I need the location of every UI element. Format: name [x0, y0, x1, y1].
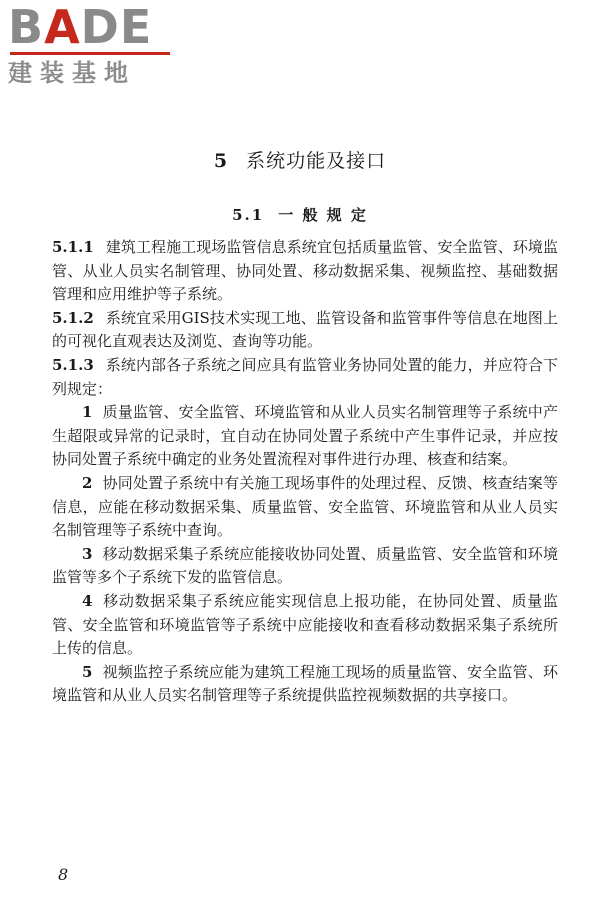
brand-logo [8, 0, 178, 87]
chapter-title [0, 146, 600, 173]
logo-subtitle: 建装基地 [8, 59, 136, 87]
item-text: 质量监管、安全监管、环境监管和从业人员实名制管理等子系统中产生超限或异常的记录时，宜自动在协同处置子系统中产生事件记录，并应按协同处置子系统中确定的业务处置流程对事件进行办理、核查和结案。 [52, 403, 558, 469]
item-text: 视频监控子系统应能为建筑工程施工现场的质量监管、安全监管、环境监管和从业人员实名制管理等子系统提供监控视频数据的共享接口。 [52, 662, 558, 705]
clause-number: 5.1.2 [52, 308, 94, 327]
list-item [52, 472, 558, 543]
document-body [52, 236, 558, 708]
list-item [52, 590, 558, 661]
item-number: 4 [82, 591, 93, 610]
clause-text: 系统宜采用GIS技术实现工地、监管设备和监管事件等信息在地图上的可视化直观表达及浏览、查询等功能。 [52, 308, 558, 351]
clause [52, 354, 558, 401]
logo-wordmark: BADE [8, 0, 153, 54]
item-number: 2 [82, 473, 93, 492]
clause [52, 307, 558, 354]
section-title [0, 204, 600, 225]
list-item [52, 661, 558, 708]
clause-text: 系统内部各子系统之间应具有监管业务协同处置的能力，并应符合下列规定： [52, 355, 558, 398]
list-item [52, 401, 558, 472]
clause-number: 5.1.3 [52, 355, 94, 374]
page-number: 8 [58, 865, 69, 884]
item-text: 协同处置子系统中有关施工现场事件的处理过程、反馈、核查结案等信息，应能在移动数据采集、质量监管、安全监管、环境监管和从业人员实名制管理等子系统中查询。 [52, 473, 558, 540]
list-item [52, 543, 558, 590]
clause [52, 236, 558, 307]
item-text: 移动数据采集子系统应能接收协同处置、质量监管、安全监管和环境监管等多个子系统下发的监管信息。 [52, 544, 558, 587]
chapter-title-text: 系统功能及接口 [246, 150, 387, 172]
item-number: 3 [82, 544, 93, 563]
item-number: 5 [82, 662, 93, 681]
section-number: 5.1 [232, 206, 265, 224]
chapter-number: 5 [213, 150, 229, 172]
item-text: 移动数据采集子系统应能实现信息上报功能，在协同处置、质量监管、安全监管和环境监管等子系统中应能接收和查看移动数据采集子系统所上传的信息。 [52, 591, 558, 658]
section-title-text: 一 般 规 定 [278, 206, 368, 224]
clause-text: 建筑工程施工现场监管信息系统宜包括质量监管、安全监管、环境监管、从业人员实名制管理、协同处置、移动数据采集、视频监控、基础数据管理和应用维护等子系统。 [52, 238, 558, 304]
clause-number: 5.1.1 [52, 238, 94, 256]
item-number: 1 [82, 403, 93, 422]
